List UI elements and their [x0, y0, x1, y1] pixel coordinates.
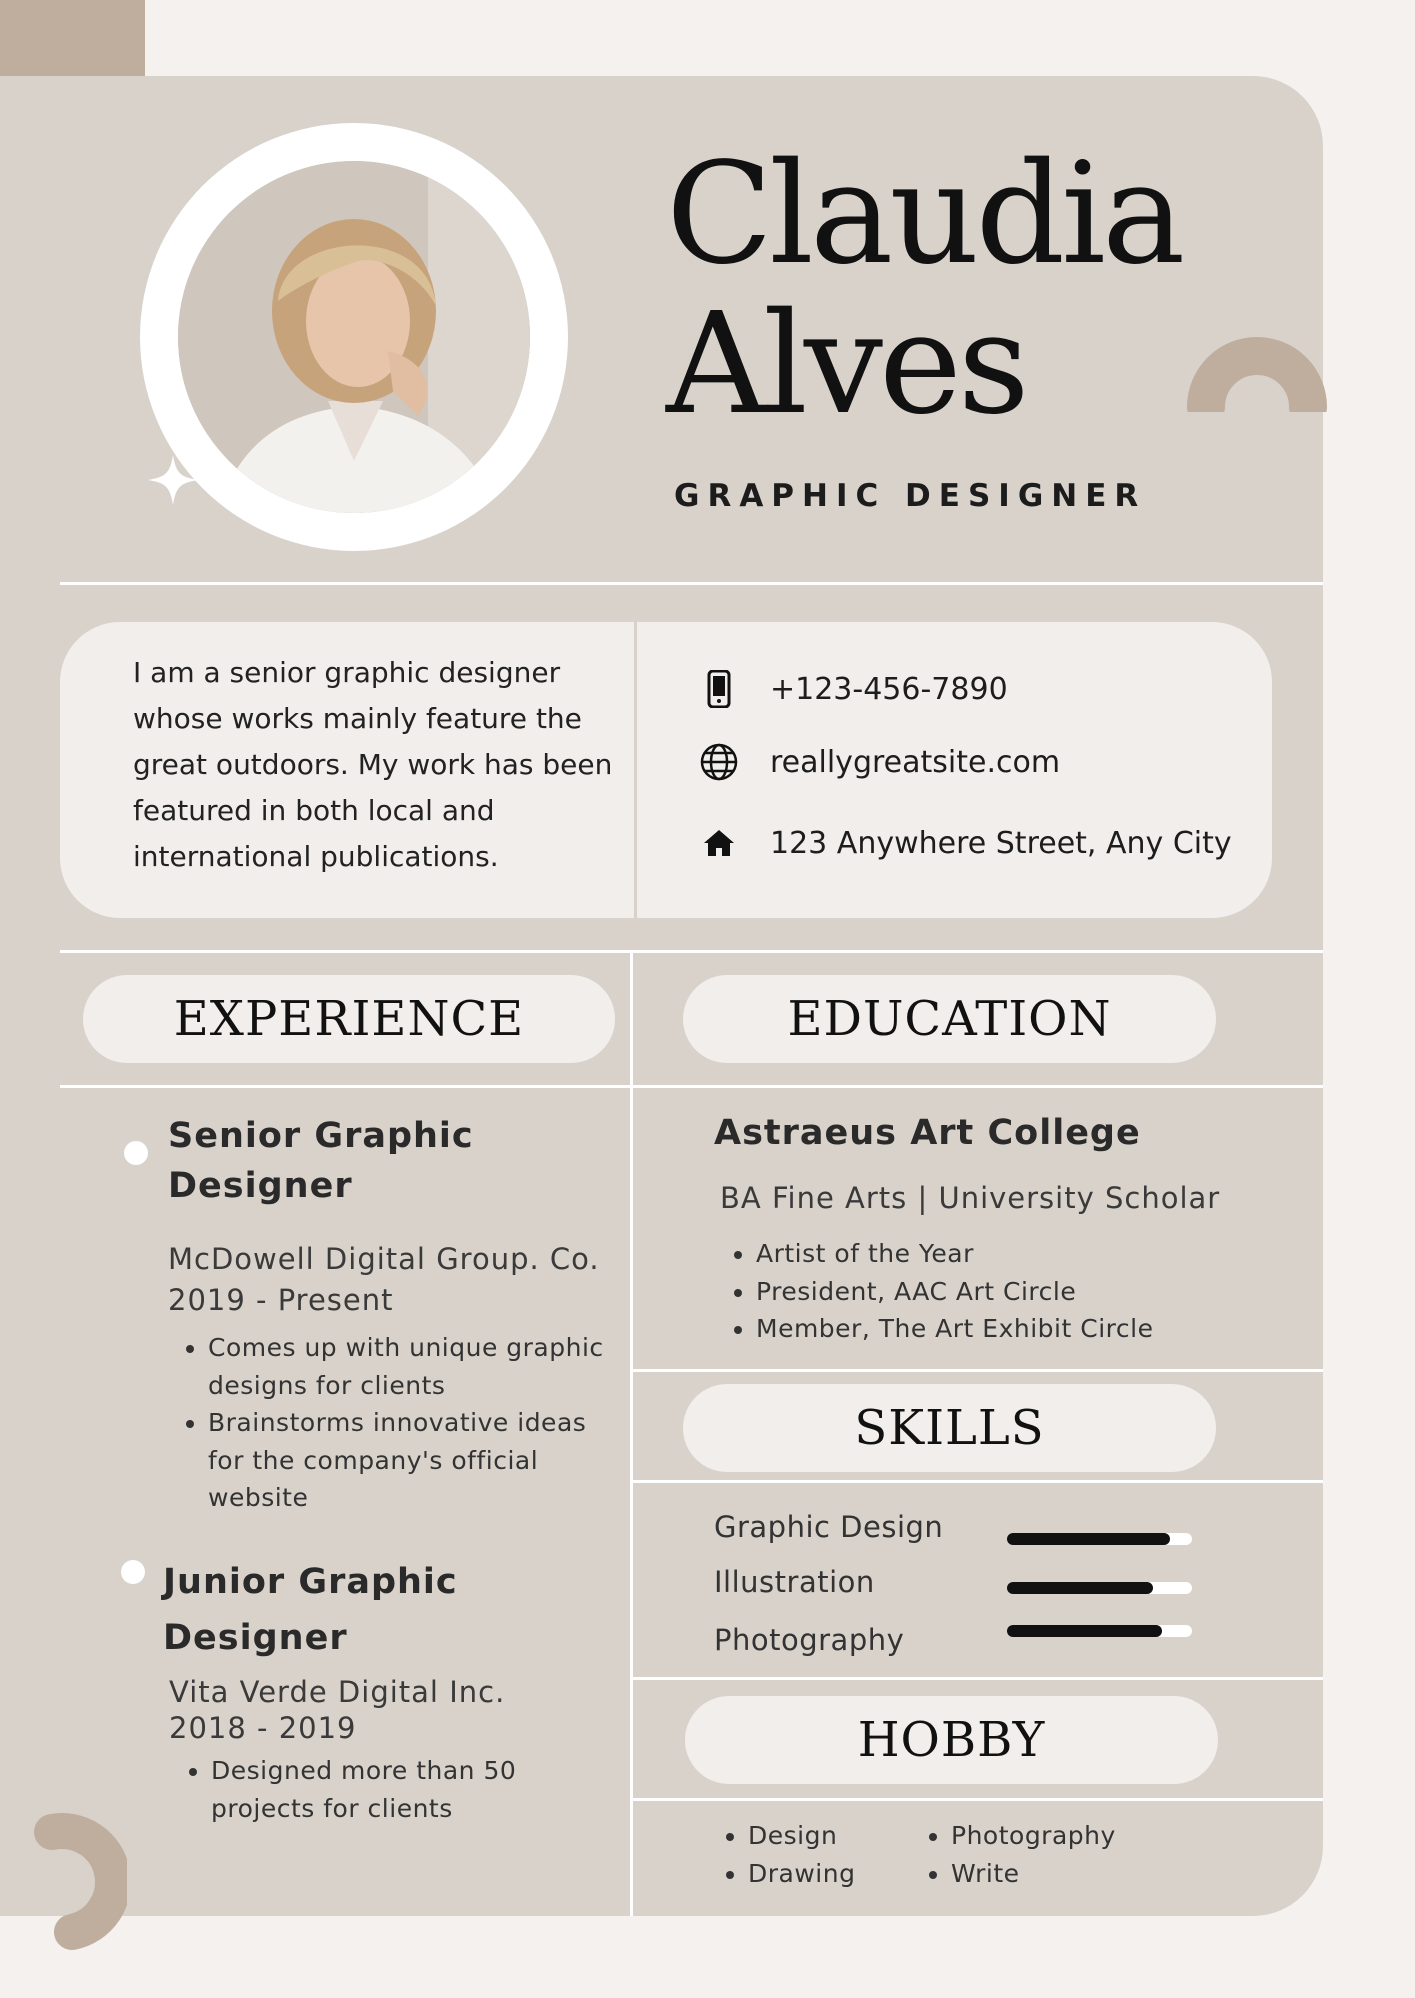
skill-label: Illustration	[714, 1565, 875, 1599]
hobby-heading: HOBBY	[685, 1696, 1218, 1784]
info-divider	[634, 622, 637, 918]
education-bullet: • Member, The Art Exhibit Circle	[756, 1310, 1316, 1348]
phone-number[interactable]: +123-456-7890	[770, 671, 1008, 707]
experience-item	[168, 1111, 608, 1517]
job-role: GRAPHIC DESIGNER	[674, 478, 1147, 514]
arch-decoration	[32, 1812, 127, 1952]
hobby-item: • Photography	[951, 1817, 1116, 1855]
school-name: Astraeus Art College	[714, 1113, 1141, 1153]
about-text: I am a senior graphic designer whose works mainly feature the great outdoors. My work has been featured in both local and international publications.	[133, 656, 613, 873]
skills-heading: SKILLS	[683, 1384, 1216, 1472]
job-dates: 2019 - Present	[168, 1283, 394, 1317]
company-name: McDowell Digital Group. Co.	[168, 1242, 600, 1276]
job-bullet: • Designed more than 50 projects for clients	[211, 1752, 603, 1827]
name-heading	[666, 133, 1182, 446]
hobby-item: • Design	[748, 1817, 855, 1855]
skill-bar-fill	[1007, 1625, 1162, 1637]
globe-icon	[700, 743, 738, 781]
job-title-line: Designer	[163, 1618, 348, 1658]
skill-bar	[1007, 1625, 1192, 1637]
divider	[633, 1798, 1323, 1801]
home-icon	[700, 824, 738, 862]
contact-phone	[700, 670, 1008, 708]
skill-bar-fill	[1007, 1582, 1153, 1594]
sparkle-icon	[148, 455, 198, 505]
experience-heading: EXPERIENCE	[83, 975, 615, 1063]
timeline-dot	[124, 1141, 148, 1165]
job-title-line: Junior Graphic	[163, 1562, 458, 1602]
hobby-list	[708, 1817, 855, 1892]
hobby-item: • Drawing	[748, 1855, 855, 1893]
profile-photo	[178, 161, 530, 513]
skill-label: Graphic Design	[714, 1510, 944, 1544]
timeline-dot	[121, 1560, 145, 1584]
degree: BA Fine Arts | University Scholar	[720, 1181, 1221, 1215]
divider	[633, 1369, 1323, 1372]
last-name: Alves	[666, 283, 1026, 446]
education-bullets	[716, 1235, 1316, 1348]
skill-bar	[1007, 1533, 1192, 1545]
divider	[633, 1480, 1323, 1483]
skill-label: Photography	[714, 1623, 905, 1657]
job-bullet: • Comes up with unique graphic designs for clients	[208, 1329, 608, 1404]
job-bullets	[168, 1329, 608, 1517]
hobby-item: • Write	[951, 1855, 1116, 1893]
job-title-line: Senior Graphic	[168, 1116, 474, 1156]
website-link[interactable]: reallygreatsite.com	[770, 744, 1061, 780]
divider	[633, 1677, 1323, 1680]
first-name: Claudia	[666, 133, 1182, 296]
job-bullets	[163, 1752, 603, 1827]
job-title-line: Designer	[168, 1166, 353, 1206]
skill-bar-fill	[1007, 1533, 1170, 1545]
hobby-list	[911, 1817, 1116, 1892]
phone-icon	[700, 670, 738, 708]
education-heading: EDUCATION	[683, 975, 1216, 1063]
education-bullet: • Artist of the Year	[756, 1235, 1316, 1273]
address-text: 123 Anywhere Street, Any City	[770, 825, 1232, 861]
arch-decoration	[1186, 337, 1328, 412]
skill-bar	[1007, 1582, 1192, 1594]
contact-website	[700, 743, 1060, 781]
job-bullet: • Brainstorms innovative ideas for the company's official website	[208, 1404, 608, 1517]
experience-item	[163, 1554, 603, 1827]
contact-address	[700, 824, 1232, 862]
divider	[60, 582, 1323, 585]
education-bullet: • President, AAC Art Circle	[756, 1273, 1316, 1311]
column-divider	[630, 950, 633, 1916]
job-dates: 2018 - 2019	[169, 1711, 357, 1745]
divider	[60, 1085, 1323, 1088]
divider	[60, 950, 1323, 953]
company-name: Vita Verde Digital Inc.	[169, 1675, 506, 1709]
